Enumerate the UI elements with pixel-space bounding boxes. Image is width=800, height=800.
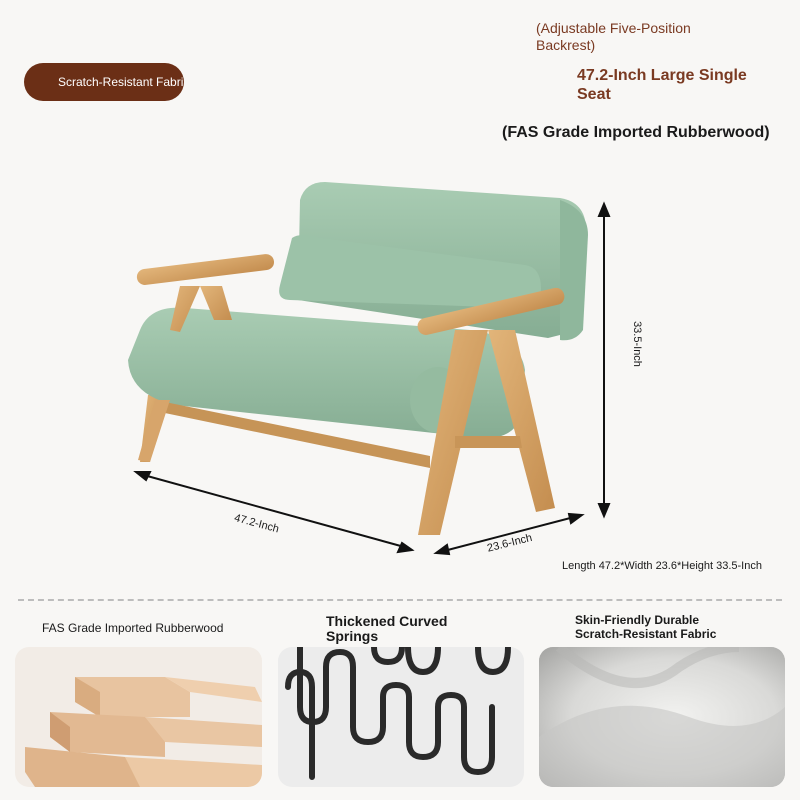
backrest-callout: (Adjustable Five-Position Backrest) — [536, 20, 691, 53]
feature-caption-fabric: Skin-Friendly Durable Scratch-Resistant Fabric — [575, 613, 717, 641]
seat-callout: 47.2-Inch Large Single Seat — [577, 67, 747, 103]
fabric-image — [539, 647, 785, 787]
feature-caption-wood: FAS Grade Imported Rubberwood — [42, 621, 224, 635]
fabric-badge: Scratch-Resistant Fabri — [24, 63, 184, 101]
feature-caption-springs: Thickened Curved Springs — [326, 613, 448, 644]
springs-image — [278, 647, 524, 787]
width-dimension: 23.6-Inch — [486, 531, 534, 555]
dashed-divider — [18, 599, 782, 601]
wood-callout: (FAS Grade Imported Rubberwood) — [502, 124, 770, 141]
wood-image — [15, 647, 262, 787]
height-dimension: 33.5-Inch — [630, 321, 643, 367]
size-spec: Length 47.2*Width 23.6*Height 33.5-Inch — [562, 560, 762, 572]
length-dimension: 47.2-Inch — [232, 512, 281, 536]
